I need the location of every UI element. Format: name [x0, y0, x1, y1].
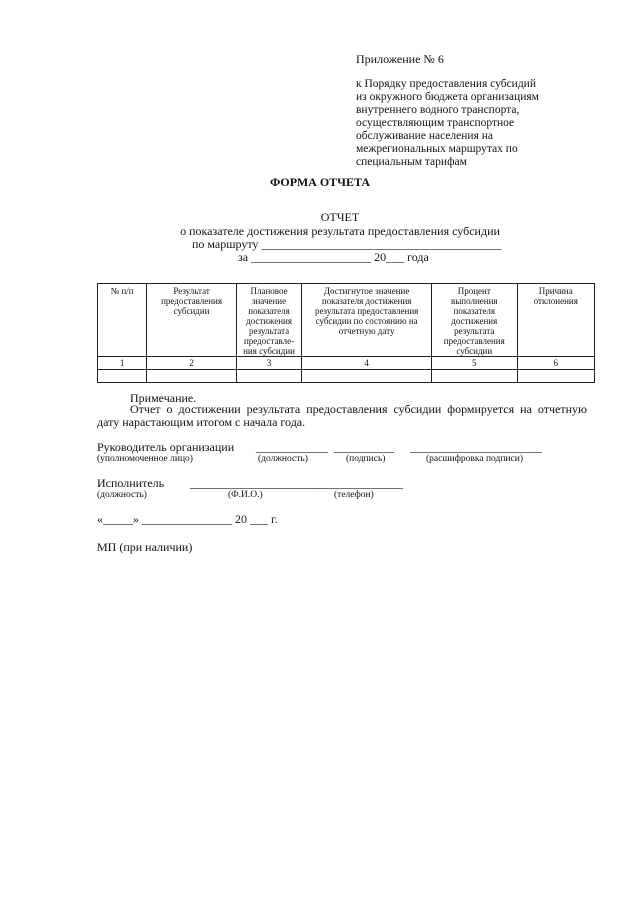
executor-label: Исполнитель [97, 476, 165, 490]
table-row [98, 370, 595, 383]
phone-caption: (телефон) [334, 490, 374, 500]
column-number: 5 [432, 357, 518, 370]
header-cell: № п/п [98, 284, 147, 357]
note-text: Отчет о достижении результата предоставления субсидии формируется на отчетную дату нарастающим итогом с начала года. [97, 402, 587, 429]
fio-blank: _____________________ [190, 476, 316, 490]
decoding-caption: (расшифровка подписи) [426, 454, 523, 464]
table-header-row [98, 284, 595, 357]
position-blank: ____________ [256, 440, 328, 454]
column-number: 6 [517, 357, 594, 370]
annex-line: осуществляющим транспортное [356, 117, 515, 129]
signature-blank: __________ [334, 440, 394, 454]
annex-line: внутреннего водного транспорта, [356, 104, 520, 116]
decoding-blank: ______________________ [410, 440, 542, 454]
phone-blank: _______________ [313, 476, 403, 490]
report-title: ОТЧЕТ [320, 210, 360, 224]
header-cell: Результат предоставления субсидии [147, 284, 237, 357]
stamp-note: МП (при наличии) [97, 540, 193, 554]
fio-caption: (Ф.И.О.) [228, 490, 263, 500]
head-label: Руководитель организации [97, 440, 235, 454]
table-cell [98, 370, 147, 383]
position-caption: (должность) [258, 454, 308, 464]
route-field: по маршруту ________________________________________ [192, 237, 502, 251]
annex-line: межрегиональных маршрутах по [356, 143, 518, 155]
table-cell [517, 370, 594, 383]
report-subtitle: о показателе достижения результата предоставления субсидии [180, 224, 500, 238]
column-number: 1 [98, 357, 147, 370]
annex-line: обслуживание населения на [356, 130, 493, 142]
table-cell [432, 370, 518, 383]
table-cell [302, 370, 432, 383]
annex-line: из окружного бюджета организациям [356, 91, 539, 103]
date-line: «_____» _______________ 20 ___ г. [97, 512, 278, 526]
column-number: 3 [236, 357, 301, 370]
signature-caption: (подпись) [346, 454, 386, 464]
column-number: 4 [302, 357, 432, 370]
period-field: за ____________________ 20___ года [238, 250, 429, 264]
head-position-caption: (уполномоченное лицо) [97, 454, 193, 464]
annex-reference [356, 78, 571, 169]
header-cell: Процент выполнения показателя достижения результата предоставления субсидии [432, 284, 518, 357]
header-cell: Достигнутое значение показателя достижения результата предоставления субсидии по состоянию на отчетную дату [302, 284, 432, 357]
executor-position-caption: (должность) [97, 490, 147, 500]
table-cell [236, 370, 301, 383]
header-cell: Причина отклонения [517, 284, 594, 357]
column-number: 2 [147, 357, 237, 370]
annex-line: к Порядку предоставления субсидий [356, 78, 536, 90]
note-title: Примечание. [130, 391, 197, 405]
form-title: ФОРМА ОТЧЕТА [269, 175, 371, 189]
column-number-row [98, 357, 595, 370]
annex-line: специальным тарифам [356, 156, 467, 168]
header-cell: Плановое значение показателя достижения результата предоставле-ния субсидии [236, 284, 301, 357]
report-table [97, 283, 595, 383]
annex-title: Приложение № 6 [356, 52, 444, 66]
table-cell [147, 370, 237, 383]
